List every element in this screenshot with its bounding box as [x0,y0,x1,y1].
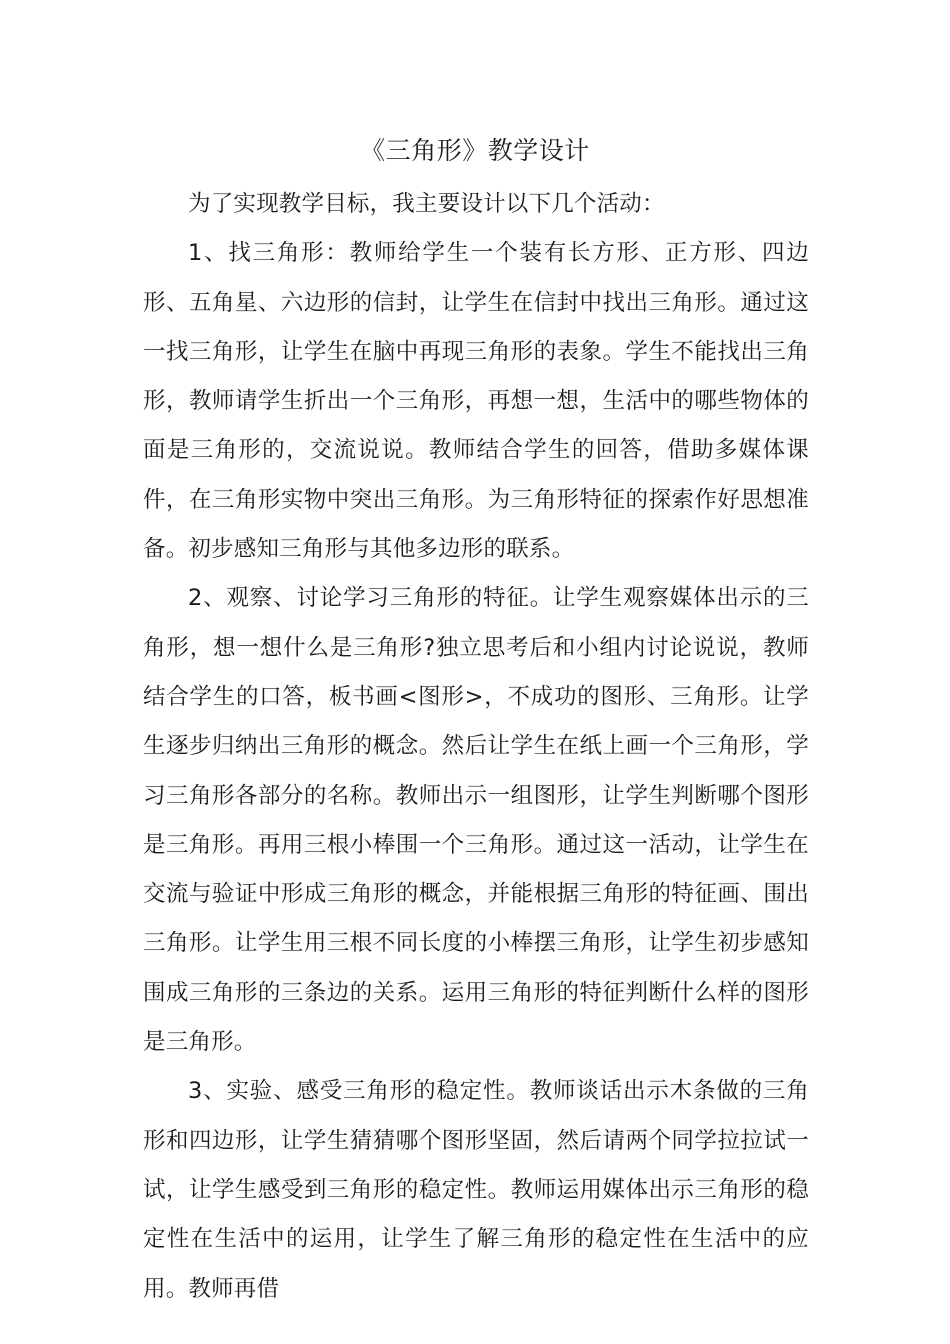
document-body [143,180,809,1314]
paragraph-activity-2: 2、观察、讨论学习三角形的特征。让学生观察媒体出示的三角形，想一想什么是三角形?独立思考后和小组内讨论说说，教师结合学生的口答，板书画<图形>，不成功的图形、三角形。让学生逐步归纳出三角形的概念。然后让学生在纸上画一个三角形，学习三角形各部分的名称。教师出示一组图形，让学生判断哪个图形是三角形。再用三根小棒围一个三角形。通过这一活动，让学生在交流与验证中形成三角形的概念，并能根据三角形的特征画、围出三角形。让学生用三根不同长度的小棒摆三角形，让学生初步感知围成三角形的三条边的关系。运用三角形的特征判断什么样的图形是三角形。 [143,585,809,1056]
paragraph-intro: 为了实现教学目标，我主要设计以下几个活动： [188,191,665,217]
document-title: 《三角形》教学设计 [360,136,590,165]
paragraph-activity-1: 1、找三角形：教师给学生一个装有长方形、正方形、四边形、五角星、六边形的信封，让学生在信封中找出三角形。通过这一找三角形，让学生在脑中再现三角形的表象。学生不能找出三角形，教师请学生折出一个三角形，再想一想，生活中的哪些物体的面是三角形的，交流说说。教师结合学生的回答，借助多媒体课件，在三角形实物中突出三角形。为三角形特征的探索作好思想准备。初步感知三角形与其他多边形的联系。 [143,240,809,563]
paragraph-activity-3: 3、实验、感受三角形的稳定性。教师谈话出示木条做的三角形和四边形，让学生猜猜哪个图形坚固，然后请两个同学拉拉试一试，让学生感受到三角形的稳定性。教师运用媒体出示三角形的稳定性在生活中的运用，让学生了解三角形的稳定性在生活中的应用。教师再借 [143,1078,809,1302]
